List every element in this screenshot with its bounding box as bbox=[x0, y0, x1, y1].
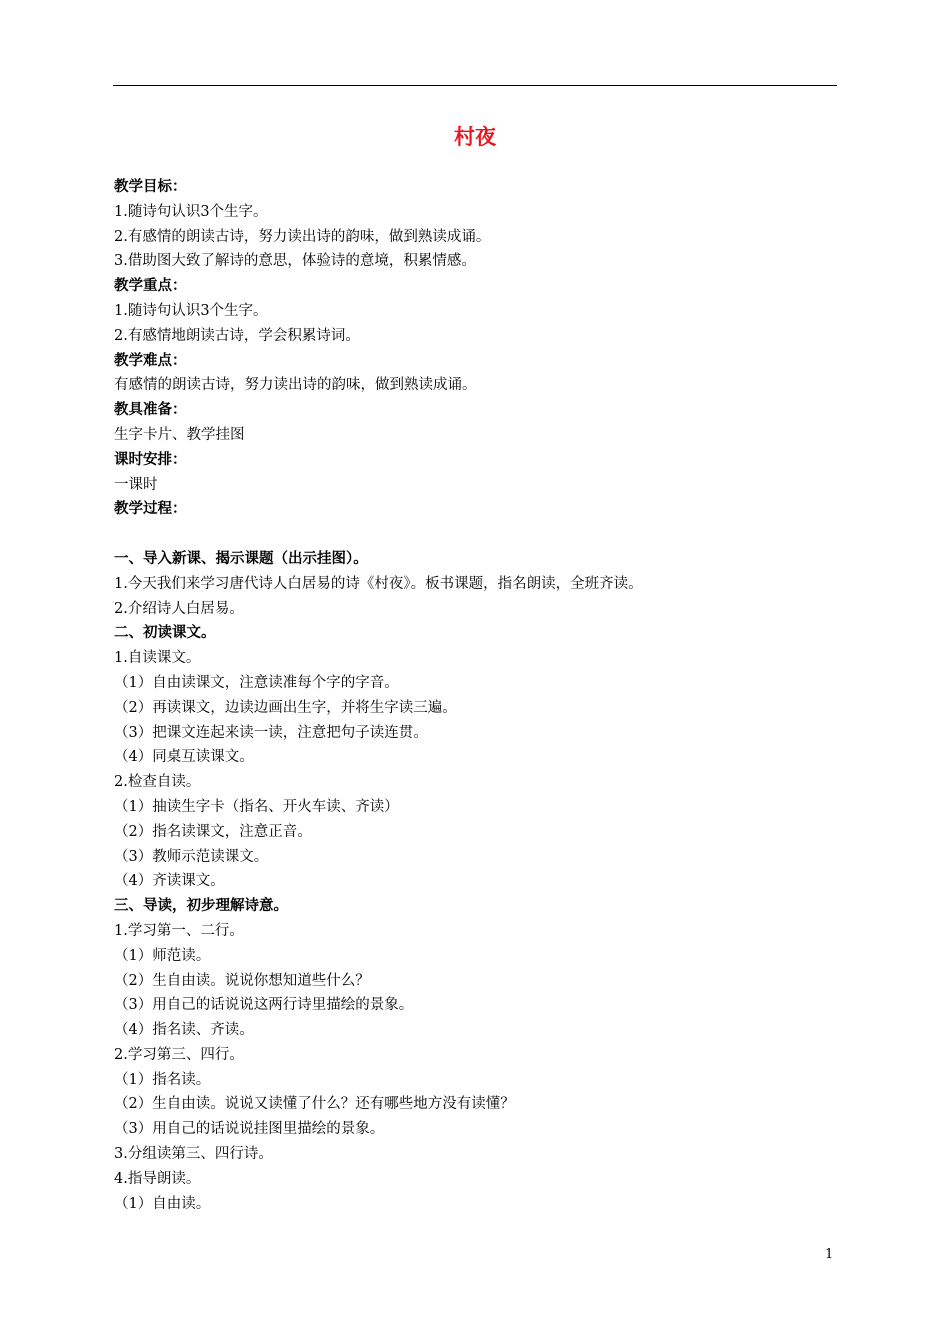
body-line: （4）齐读课文。 bbox=[114, 873, 225, 890]
body-line: 1.随诗句认识3个生字。 bbox=[114, 203, 268, 220]
body-line: （4）同桌互读课文。 bbox=[114, 749, 254, 766]
body-line: 2.有感情地朗读古诗，学会积累诗词。 bbox=[114, 327, 360, 344]
body-line: （2）指名读课文，注意正音。 bbox=[114, 823, 312, 840]
body-line: 2.检查自读。 bbox=[114, 774, 201, 791]
document-title: 村夜 bbox=[454, 125, 496, 149]
section-heading: 教学重点： bbox=[114, 278, 187, 295]
body-line: （1）指名读。 bbox=[114, 1071, 211, 1088]
body-line: 3.分组读第三、四行诗。 bbox=[114, 1146, 273, 1163]
body-line: （1）师范读。 bbox=[114, 947, 211, 964]
body-line: 一课时 bbox=[114, 476, 158, 493]
section-heading: 教学目标： bbox=[114, 179, 187, 195]
page-number: 1 bbox=[825, 1247, 834, 1262]
body-line: 1.随诗句认识3个生字。 bbox=[114, 302, 268, 319]
body-line: （1）自由读课文，注意读准每个字的字音。 bbox=[114, 674, 399, 691]
body-line: （1）自由读。 bbox=[114, 1195, 211, 1212]
header-rule bbox=[113, 85, 837, 86]
body-line: （2）生自由读。说说又读懂了什么？还有哪些地方没有读懂？ bbox=[114, 1096, 515, 1113]
body-line: 有感情的朗读古诗，努力读出诗的韵味，做到熟读成诵。 bbox=[114, 377, 477, 394]
body-line: （3）教师示范读课文。 bbox=[114, 848, 269, 865]
document-body bbox=[114, 175, 838, 1216]
body-line: （4）指名读、齐读。 bbox=[114, 1022, 254, 1039]
body-line: （3）用自己的话说说这两行诗里描绘的景象。 bbox=[114, 997, 414, 1014]
section-heading: 教学难点： bbox=[114, 352, 187, 369]
body-line: 1.自读课文。 bbox=[114, 650, 201, 667]
body-line: 2.有感情的朗读古诗，努力读出诗的韵味，做到熟读成诵。 bbox=[114, 228, 491, 245]
section-heading: 教学过程： bbox=[114, 501, 187, 518]
body-line: 生字卡片、教学挂图 bbox=[114, 426, 245, 443]
section-heading: 教具准备： bbox=[114, 402, 187, 419]
section-heading: 二、初读课文。 bbox=[114, 625, 216, 642]
body-line: 3.借助图大致了解诗的意思，体验诗的意境，积累情感。 bbox=[114, 253, 476, 270]
body-line: 2.学习第三、四行。 bbox=[114, 1046, 244, 1063]
section-heading: 一、导入新课、揭示课题（出示挂图）。 bbox=[114, 550, 368, 567]
body-line: （3）把课文连起来读一读，注意把句子读连贯。 bbox=[114, 724, 428, 741]
body-line: 4.指导朗读。 bbox=[114, 1170, 201, 1187]
section-heading: 课时安排： bbox=[114, 451, 187, 468]
body-line: 1.学习第一、二行。 bbox=[114, 922, 244, 939]
body-line: （3）用自己的话说说挂图里描绘的景象。 bbox=[114, 1121, 385, 1138]
body-line: 2.介绍诗人白居易。 bbox=[114, 600, 244, 617]
section-heading: 三、导读，初步理解诗意。 bbox=[114, 898, 288, 915]
body-line: 1.今天我们来学习唐代诗人白居易的诗《村夜》。板书课题，指名朗读，全班齐读。 bbox=[114, 575, 643, 592]
body-line: （2）再读课文，边读边画出生字，并将生字读三遍。 bbox=[114, 699, 457, 716]
body-line: （2）生自由读。说说你想知道些什么？ bbox=[114, 972, 370, 989]
body-line bbox=[114, 522, 838, 547]
body-line: （1）抽读生字卡（指名、开火车读、齐读） bbox=[114, 798, 399, 815]
